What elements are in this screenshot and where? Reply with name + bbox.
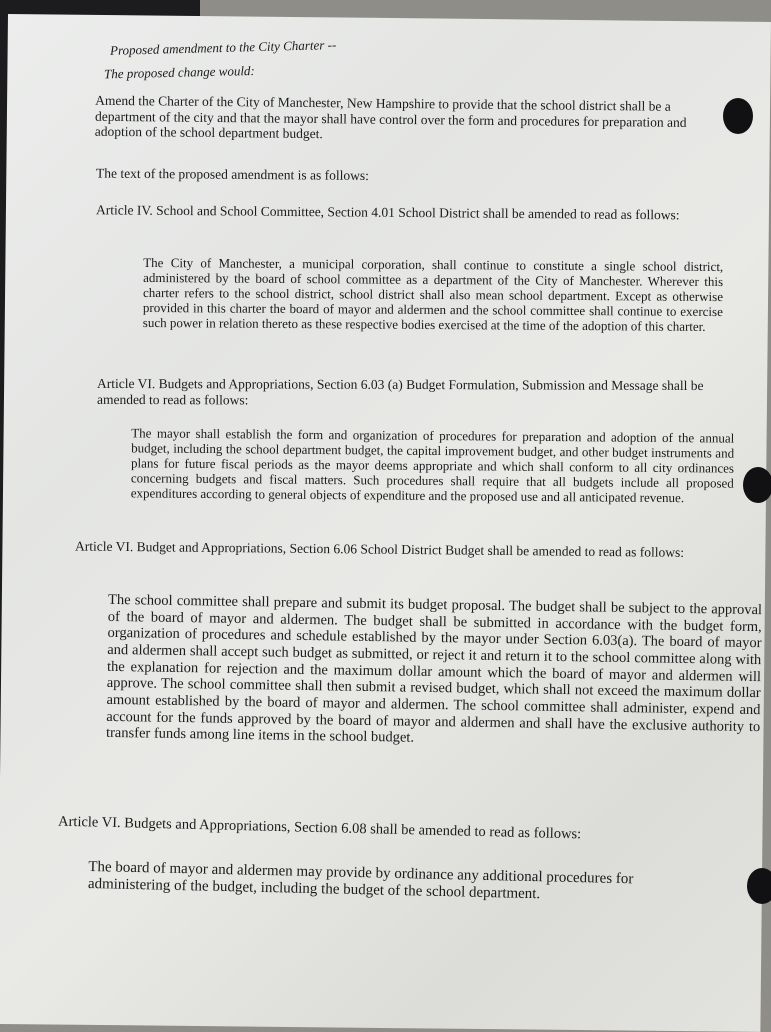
section-2-text: The mayor shall establish the form and organization of procedures for preparation and adoption of the annual budget, including the school department budget, the capital improvement budget, and other budget instruments and plans for future fiscal periods as the mayor deems appropriate and which shall conform to all city ordinances concerning budgets and fiscal matters. Such procedures shall require that all budgets include all proposed expenditures according to general objects of expenditure and the proposed use and all anticipated revenue. [130,425,735,505]
section-1-text: The City of Manchester, a municipal corporation, shall continue to constitute a single school district, administered by the board of school committee as a department of the City of Manchester. Wherever this charter refers to the school district, school district shall also mean school department. Except as otherwise provided in this charter the board of mayor and aldermen and the school committee shall continue to exercise such power in relation thereto as these respective bodies exercised at the time of the adoption of this charter. [142,254,724,334]
section-1-heading: Article IV. School and School Committee, Section 4.01 School District shall be amended to read as follows: [95,202,680,223]
text-intro: The text of the proposed amendment is as follows: [95,165,370,183]
header-line-2: The proposed change would: [103,62,255,82]
section-2-heading: Article VI. Budgets and Appropriations, Section 6.03 (a) Budget Formulation, Submission and Message shall be amended to read as follows: [96,375,704,407]
section-4-text: The board of mayor and aldermen may provide by ordinance any additional procedures for administering of the budget, including the budget of the school department. [87,858,634,903]
section-3-text: The school committee shall prepare and submit its budget proposal. The budget shall be subject to the approval of the board of mayor and aldermen. The budget shall be submitted in accordance with the budget form, organization of procedures and schedule established by the mayor under Section 6.03(a). The board of mayor and aldermen shall accept such budget as submitted, or reject it and return it to the school committee along with the explanation for rejection and the maximum dollar amount which the board of mayor and aldermen will approve. The school committee shall then submit a revised budget, which shall not exceed the maximum dollar amount established by the board of mayor and aldermen. The school committee shall administer, expend and account for the funds approved by the board of mayor and aldermen and shall have the exclusive authority to transfer funds among line items in the school budget. [105,591,763,747]
header-line-1: Proposed amendment to the City Charter -- [109,37,337,58]
summary-paragraph: Amend the Charter of the City of Manchester, New Hampshire to provide that the school district shall be a department of the city and that the mayor shall have control over the form and procedures for preparation and adoption of the school department budget. [94,92,687,142]
section-4-heading: Article VI. Budgets and Appropriations, Section 6.08 shall be amended to read as follows: [57,813,582,843]
section-3-heading: Article VI. Budget and Appropriations, Section 6.06 School District Budget shall be amended to read as follows: [74,538,685,560]
